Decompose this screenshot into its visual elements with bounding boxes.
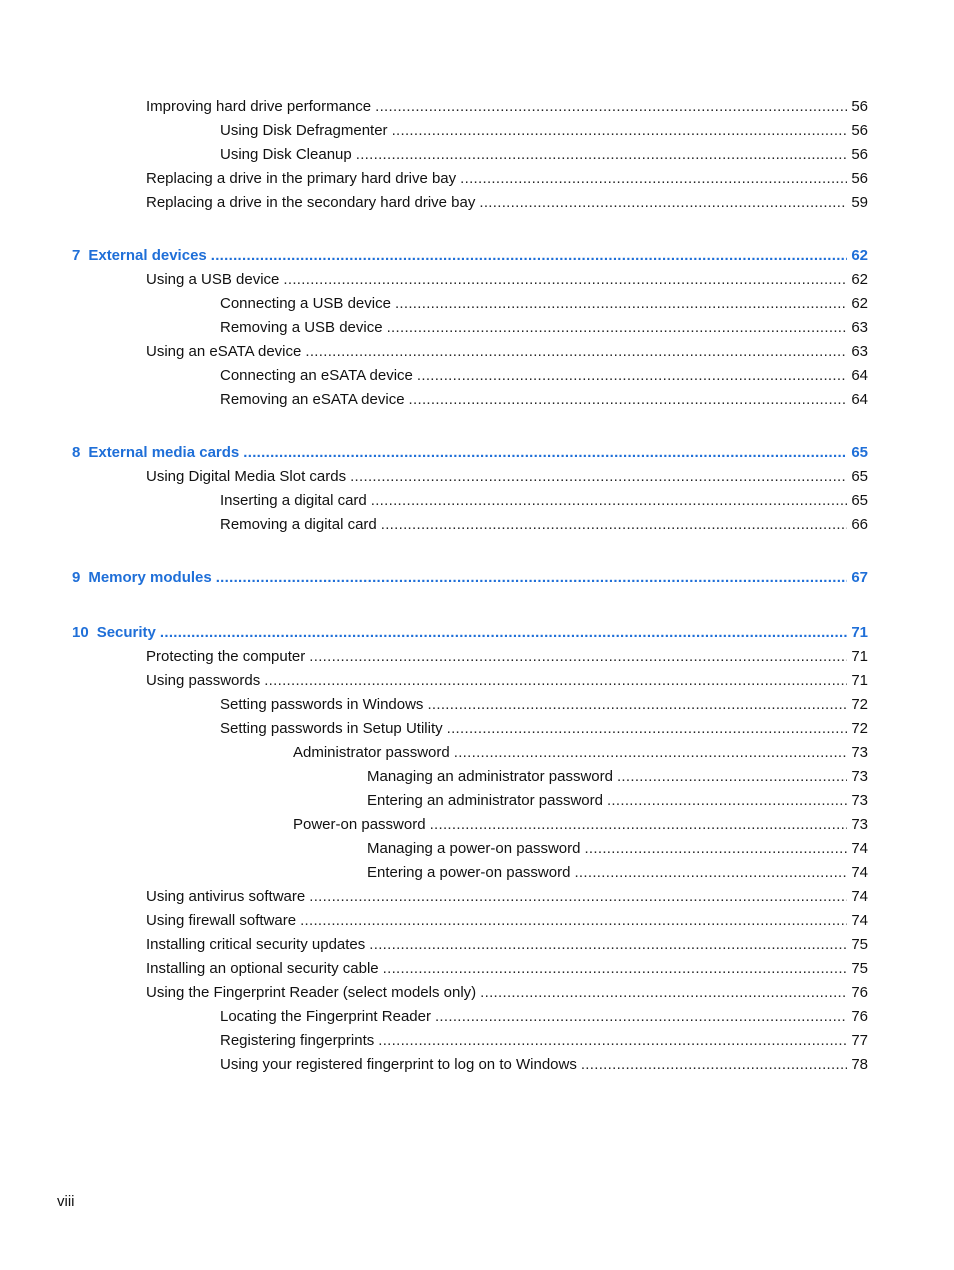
- entry-title: Removing a digital card: [220, 516, 377, 533]
- toc-entry[interactable]: [72, 717, 868, 741]
- page-number: viii: [57, 1193, 75, 1210]
- entry-title: Inserting a digital card: [220, 492, 367, 509]
- page-ref: 75: [851, 960, 868, 977]
- page-ref: 71: [851, 624, 868, 641]
- dot-leader: [427, 693, 847, 717]
- toc-entry[interactable]: [72, 143, 868, 167]
- dot-leader: [574, 861, 847, 885]
- entry-title: Using Digital Media Slot cards: [146, 468, 347, 485]
- toc-entry[interactable]: [72, 388, 868, 412]
- entry-title: Using an eSATA device: [146, 343, 302, 360]
- chapter-number: 10: [72, 624, 89, 641]
- entry-title: Protecting the computer: [146, 648, 306, 665]
- toc-entry[interactable]: [72, 465, 868, 489]
- page-ref: 73: [851, 768, 868, 785]
- dot-leader: [607, 789, 847, 813]
- chapter-title: External devices: [88, 247, 207, 264]
- toc-chapter-7[interactable]: [72, 244, 868, 268]
- dot-leader: [480, 981, 847, 1005]
- entry-title: Registering fingerprints: [220, 1032, 375, 1049]
- page-ref: 65: [851, 468, 868, 485]
- toc-entry[interactable]: [72, 513, 868, 537]
- entry-title: Connecting an eSATA device: [220, 367, 413, 384]
- page-ref: 62: [851, 271, 868, 288]
- chapter-number: 9: [72, 569, 81, 586]
- page-ref: 62: [851, 295, 868, 312]
- toc-entry[interactable]: [72, 119, 868, 143]
- page-ref: 72: [851, 696, 868, 713]
- toc-chapter-9[interactable]: [72, 566, 868, 590]
- page-ref: 66: [851, 516, 868, 533]
- toc-entry[interactable]: [72, 95, 868, 119]
- toc-entry[interactable]: [72, 861, 868, 885]
- entry-title: Using passwords: [146, 672, 261, 689]
- chapter-number: 7: [72, 247, 81, 264]
- dot-leader: [369, 933, 847, 957]
- toc-chapter-8[interactable]: [72, 441, 868, 465]
- page-ref: 59: [851, 194, 868, 211]
- page-ref: 78: [851, 1056, 868, 1073]
- page-ref: 74: [851, 888, 868, 905]
- dot-leader: [309, 645, 847, 669]
- dot-leader: [211, 244, 848, 268]
- dot-leader: [300, 909, 847, 933]
- toc-entry[interactable]: [72, 167, 868, 191]
- dot-leader: [383, 957, 848, 981]
- toc-entry[interactable]: [72, 813, 868, 837]
- dot-leader: [216, 566, 848, 590]
- dot-leader: [356, 143, 848, 167]
- page-ref: 73: [851, 744, 868, 761]
- page-ref: 73: [851, 816, 868, 833]
- entry-title: Using Disk Defragmenter: [220, 122, 388, 139]
- toc-entry[interactable]: [72, 1053, 868, 1077]
- dot-leader: [309, 885, 847, 909]
- entry-title: Managing an administrator password: [367, 768, 613, 785]
- entry-title: Improving hard drive performance: [146, 98, 372, 115]
- page-ref: 65: [851, 492, 868, 509]
- toc-entry[interactable]: [72, 765, 868, 789]
- chapter-title: Security: [96, 624, 156, 641]
- page-ref: 74: [851, 840, 868, 857]
- page-ref: 56: [851, 170, 868, 187]
- page-ref: 56: [851, 146, 868, 163]
- dot-leader: [264, 669, 847, 693]
- dot-leader: [581, 1053, 847, 1077]
- dot-leader: [409, 388, 848, 412]
- page-ref: 63: [851, 343, 868, 360]
- entry-title: Using your registered fingerprint to log on to Windows: [220, 1056, 577, 1073]
- toc-entry[interactable]: [72, 268, 868, 292]
- toc-entry[interactable]: [72, 981, 868, 1005]
- page-ref: 76: [851, 1008, 868, 1025]
- dot-leader: [617, 765, 847, 789]
- toc-entry[interactable]: [72, 885, 868, 909]
- page-ref: 72: [851, 720, 868, 737]
- dot-leader: [371, 489, 848, 513]
- page-ref: 73: [851, 792, 868, 809]
- toc-entry[interactable]: [72, 669, 868, 693]
- page-ref: 76: [851, 984, 868, 1001]
- entry-title: Setting passwords in Setup Utility: [220, 720, 443, 737]
- page-ref: 63: [851, 319, 868, 336]
- toc-entry[interactable]: [72, 789, 868, 813]
- entry-title: Replacing a drive in the secondary hard drive bay: [146, 194, 476, 211]
- dot-leader: [454, 741, 848, 765]
- toc-entry[interactable]: [72, 292, 868, 316]
- toc-entry[interactable]: [72, 909, 868, 933]
- toc-entry[interactable]: [72, 316, 868, 340]
- entry-title: Replacing a drive in the primary hard drive bay: [146, 170, 457, 187]
- toc-entry[interactable]: [72, 1005, 868, 1029]
- entry-title: Administrator password: [293, 744, 450, 761]
- toc-entry[interactable]: [72, 837, 868, 861]
- page-ref: 65: [851, 444, 868, 461]
- entry-title: Using a USB device: [146, 271, 280, 288]
- toc-entry[interactable]: [72, 645, 868, 669]
- entry-title: Removing an eSATA device: [220, 391, 405, 408]
- dot-leader: [305, 340, 847, 364]
- page-ref: 64: [851, 391, 868, 408]
- chapter-title: External media cards: [88, 444, 240, 461]
- dot-leader: [392, 119, 848, 143]
- dot-leader: [395, 292, 847, 316]
- entry-title: Using the Fingerprint Reader (select models only): [146, 984, 477, 1001]
- toc-entry[interactable]: [72, 340, 868, 364]
- dot-leader: [417, 364, 847, 388]
- entry-title: Using antivirus software: [146, 888, 306, 905]
- entry-title: Removing a USB device: [220, 319, 383, 336]
- dot-leader: [447, 717, 848, 741]
- page-ref: 71: [851, 672, 868, 689]
- page-ref: 56: [851, 98, 868, 115]
- dot-leader: [243, 441, 847, 465]
- table-of-contents: [72, 95, 868, 1077]
- dot-leader: [435, 1005, 847, 1029]
- dot-leader: [350, 465, 847, 489]
- page-ref: 64: [851, 367, 868, 384]
- page-ref: 67: [851, 569, 868, 586]
- toc-entry[interactable]: [72, 191, 868, 215]
- dot-leader: [283, 268, 847, 292]
- entry-title: Using firewall software: [146, 912, 297, 929]
- page-ref: 74: [851, 912, 868, 929]
- page-ref: 77: [851, 1032, 868, 1049]
- page-ref: 75: [851, 936, 868, 953]
- chapter-title: Memory modules: [88, 569, 212, 586]
- dot-leader: [584, 837, 847, 861]
- dot-leader: [460, 167, 847, 191]
- page-ref: 56: [851, 122, 868, 139]
- toc-entry[interactable]: [72, 693, 868, 717]
- toc-entry[interactable]: [72, 1029, 868, 1053]
- entry-title: Using Disk Cleanup: [220, 146, 352, 163]
- entry-title: Installing critical security updates: [146, 936, 366, 953]
- entry-title: Connecting a USB device: [220, 295, 391, 312]
- dot-leader: [430, 813, 848, 837]
- dot-leader: [479, 191, 847, 215]
- page-ref: 71: [851, 648, 868, 665]
- entry-title: Setting passwords in Windows: [220, 696, 424, 713]
- toc-entry[interactable]: [72, 364, 868, 388]
- toc-entry[interactable]: [72, 741, 868, 765]
- toc-entry[interactable]: [72, 933, 868, 957]
- entry-title: Power-on password: [293, 816, 426, 833]
- toc-entry[interactable]: [72, 957, 868, 981]
- dot-leader: [381, 513, 848, 537]
- dot-leader: [160, 621, 847, 645]
- page-ref: 62: [851, 247, 868, 264]
- chapter-number: 8: [72, 444, 81, 461]
- toc-chapter-10[interactable]: [72, 621, 868, 645]
- entry-title: Entering a power-on password: [367, 864, 571, 881]
- page-ref: 74: [851, 864, 868, 881]
- toc-entry[interactable]: [72, 489, 868, 513]
- dot-leader: [387, 316, 848, 340]
- entry-title: Managing a power-on password: [367, 840, 581, 857]
- dot-leader: [375, 95, 847, 119]
- entry-title: Locating the Fingerprint Reader: [220, 1008, 431, 1025]
- entry-title: Entering an administrator password: [367, 792, 603, 809]
- entry-title: Installing an optional security cable: [146, 960, 379, 977]
- dot-leader: [378, 1029, 847, 1053]
